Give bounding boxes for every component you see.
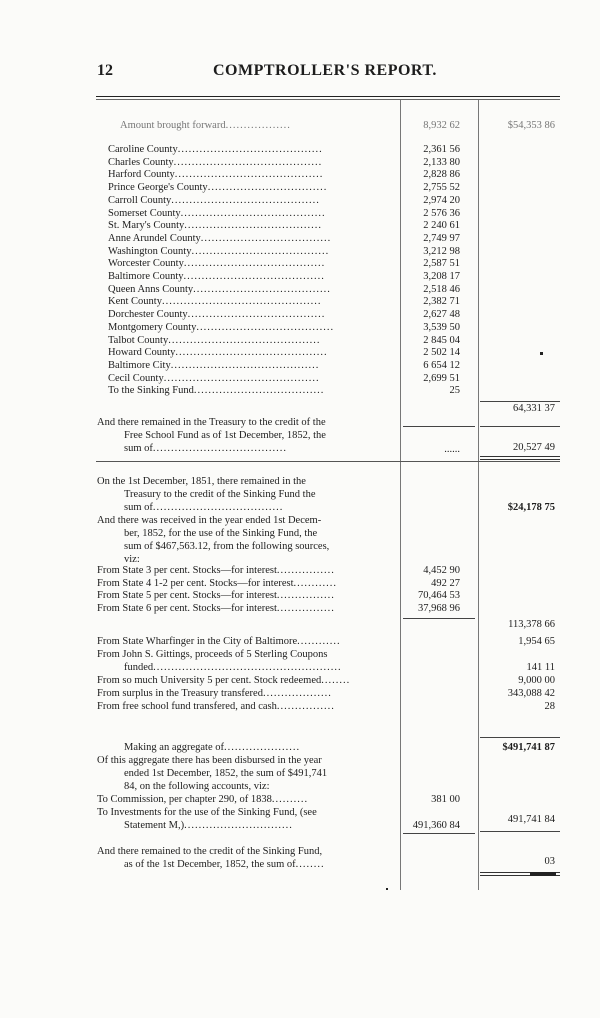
final-line-2: as of the 1st December, 1852, the sum of........ [124, 859, 325, 870]
county-row-label-text: Prince George's County [108, 182, 208, 194]
carried-forward-label: Amount brought forward.................. [120, 120, 291, 131]
receipt-row-label [97, 701, 335, 713]
county-row-label-text: Queen Anns County [108, 283, 194, 295]
received-line-3: sum of $467,563.12, from the following sources, [124, 541, 330, 552]
county-row-amount: 2,133 80 [423, 156, 460, 168]
county-row-amount: 2,828 86 [423, 169, 460, 181]
county-row-label [108, 296, 321, 308]
county-row-label [108, 322, 334, 334]
leader-dots: ......................................... [174, 169, 324, 181]
stray-mark-2 [386, 888, 388, 890]
received-line-2: ber, 1852, for the use of the Sinking Fund, the [124, 528, 318, 539]
county-row-label-text: Anne Arundel County [108, 232, 201, 244]
stray-mark [540, 352, 543, 355]
county-row-label [108, 157, 322, 169]
county-row-label [108, 233, 331, 245]
leader-dots: ........................................ [177, 144, 323, 155]
investments-line-2: Statement M,).............................. [124, 820, 293, 831]
stock-row-amount: 4,452 90 [423, 565, 460, 576]
county-row-amount: 6 654 12 [423, 359, 460, 371]
received-line-4: viz: [124, 554, 140, 565]
receipt-row-label-text: From John S. Gittings, proceeds of 5 Sterling Coupons [97, 649, 328, 660]
county-row-label [108, 182, 327, 194]
county-row-label-text: Washington County [108, 245, 192, 257]
county-row-label-text: Montgomery County [108, 321, 197, 333]
disbursed-rule [403, 833, 475, 834]
county-row-label [108, 335, 320, 347]
county-row-label [108, 284, 331, 296]
county-row-amount: 2,755 52 [423, 182, 460, 194]
final-line-1: And there remained to the credit of the Sinking Fund, [97, 846, 323, 857]
receipt-row-label [124, 662, 342, 674]
county-row-amount: 2,974 20 [423, 194, 460, 206]
remained-line-3: sum of..................................... [124, 443, 287, 454]
county-row-label-text: Charles County [108, 156, 174, 168]
leader-dots: ................ [276, 602, 335, 614]
county-row-amount: 3,539 50 [423, 321, 460, 333]
leader-dots: ......................................... [171, 194, 320, 206]
leader-dots: ......................................... [173, 156, 323, 168]
receipt-row-label [97, 649, 327, 661]
page-title: COMPTROLLER'S REPORT. [213, 62, 437, 79]
stock-row-label [97, 590, 335, 602]
county-row-label-text: Dorchester County [108, 309, 188, 321]
leader-dots: ........ [321, 675, 351, 686]
column-divider-2 [478, 100, 479, 890]
section-rule [96, 461, 560, 462]
leader-dots: ...................................... [193, 283, 331, 295]
stock-row-label-text: From State 6 per cent. Stocks—for interest [97, 602, 277, 614]
county-row-amount: 3,212 98 [423, 245, 460, 257]
county-row-amount: 2 240 61 [423, 220, 460, 232]
receipt-row-label-text: funded [124, 662, 154, 673]
stock-row-label-text: From State 4 1-2 per cent. Stocks—for interest [97, 577, 294, 589]
receipt-row-amount: 141 11 [526, 662, 555, 673]
sinking-amount: $24,178 75 [507, 502, 555, 513]
county-row-amount: 2,382 71 [423, 296, 460, 308]
header-rule-thin [96, 99, 560, 100]
stock-row-amount: 70,464 53 [418, 590, 460, 601]
county-row-label [108, 309, 325, 321]
leader-dots: ...................................... [191, 245, 330, 257]
investments-line-1: To Investments for the use of the Sinking Fund, (see [97, 807, 317, 818]
sinking-line-3: sum of.................................... [124, 502, 284, 513]
county-row-amount: 2,518 46 [423, 283, 460, 295]
county-row-amount: 2 845 04 [423, 334, 460, 346]
county-row-label [108, 208, 326, 220]
county-row-label-text: Worcester County [108, 258, 184, 270]
county-row-label-text: Carroll County [108, 194, 172, 206]
sinking-line-2: Treasury to the credit of the Sinking Fund the [124, 489, 316, 500]
county-row-label-text: Baltimore County [108, 271, 184, 282]
receipt-row-label-text: From surplus in the Treasury transfered [97, 688, 263, 699]
remained-amount: 20,527 49 [513, 442, 555, 453]
disbursed-total: 491,741 84 [507, 814, 555, 825]
remained-double-rule [480, 456, 560, 460]
county-row-label-text: Baltimore City [108, 359, 171, 371]
page-number: 12 [97, 62, 113, 79]
leader-dots: .................................... [200, 232, 332, 244]
sinking-line-1: On the 1st December, 1851, there remained in the [97, 476, 306, 487]
leader-dots: ................................. [207, 182, 328, 194]
county-row-amount: 25 [449, 385, 460, 397]
aggregate-amount: $491,741 87 [502, 742, 555, 753]
receipt-row-amount: 1,954 65 [518, 636, 555, 647]
county-row-label-text: Caroline County [108, 144, 178, 155]
stocks-rule [403, 618, 475, 619]
stock-row-amount: 492 27 [431, 577, 460, 589]
received-line-1: And there was received in the year ended 1st Decem- [97, 515, 322, 526]
county-row-amount: 2,699 51 [423, 372, 460, 384]
remained-rule-col1 [403, 426, 475, 427]
county-row-label [108, 258, 325, 270]
counties-rule [480, 401, 560, 402]
column-divider-1 [400, 100, 401, 890]
county-row-amount: 2,627 48 [423, 309, 460, 321]
remained-col1: ...... [444, 444, 460, 455]
remained-line-2: Free School Fund as of 1st December, 1852, the [124, 430, 326, 441]
county-row-label [108, 347, 328, 359]
leader-dots: ...................................... [187, 309, 326, 321]
leader-dots: ........................................ [180, 207, 326, 219]
disbursed-line-2: ended 1st December, 1852, the sum of $491,741 [124, 768, 328, 779]
ink-smudge [530, 872, 556, 876]
county-row-amount: 2,361 56 [423, 144, 460, 155]
leader-dots: ........................................... [163, 372, 320, 384]
final-amount: 03 [544, 856, 555, 867]
county-row-amount: 2,587 51 [423, 258, 460, 270]
county-row-amount: 2 502 14 [423, 347, 460, 359]
leader-dots: ................ [276, 701, 335, 712]
county-row-amount: 2,749 97 [423, 232, 460, 244]
stock-row-label [97, 565, 335, 577]
leader-dots: .......................................... [175, 347, 328, 359]
receipt-row-label-text: From State Wharfinger in the City of Baltimore [97, 636, 298, 647]
stocks-total: 113,378 66 [508, 619, 555, 630]
county-row-label [108, 360, 319, 372]
county-row-label [108, 385, 324, 397]
leader-dots: ...................................... [184, 220, 323, 232]
carried-forward-col1: 8,932 62 [423, 120, 460, 131]
stock-row-amount: 37,968 96 [418, 602, 460, 614]
investments-amount: 491,360 84 [412, 820, 460, 831]
county-row-label-text: Harford County [108, 169, 175, 181]
county-row-label [108, 195, 320, 207]
receipt-row-amount: 343,088 42 [507, 688, 555, 699]
county-row-label [108, 169, 323, 181]
receipt-row-amount: 28 [544, 701, 555, 712]
carried-forward-col2: $54,353 86 [507, 120, 555, 131]
receipt-row-label-text: From free school fund transfered, and cash [97, 701, 277, 712]
leader-dots: .................................................... [153, 662, 342, 673]
disbursed-total-rule [480, 831, 560, 832]
leader-dots: ...................................... [196, 321, 335, 333]
county-row-amount: 3,208 17 [423, 271, 460, 282]
county-row-amount: 2 576 36 [423, 207, 460, 219]
leader-dots: .......................................... [168, 334, 321, 346]
stock-row-label-text: From State 5 per cent. Stocks—for interest [97, 590, 277, 601]
leader-dots: ............ [293, 577, 338, 589]
stock-row-label [97, 603, 335, 615]
leader-dots: ....................................... [183, 258, 326, 270]
leader-dots: ................... [262, 688, 332, 699]
leader-dots: ......................................... [170, 359, 320, 371]
receipt-row-label [97, 688, 332, 700]
receipt-row-label [97, 636, 341, 648]
aggregate-label: Making an aggregate of..................... [124, 742, 301, 753]
county-row-label-text: Cecil County [108, 372, 164, 384]
leader-dots: ............ [297, 636, 341, 647]
county-row-label-text: Kent County [108, 296, 162, 308]
remained-rule-col2 [480, 426, 560, 427]
commission-amount: 381 00 [431, 794, 460, 805]
county-row-label-text: Talbot County [108, 334, 169, 346]
county-row-label-text: Howard County [108, 347, 176, 359]
disbursed-line-1: Of this aggregate there has been disbursed in the year [97, 755, 322, 766]
leader-dots: ....................................... [183, 271, 325, 282]
header-rule [96, 96, 560, 97]
leader-dots: ............................................ [161, 296, 322, 308]
disbursed-line-3: 84, on the following accounts, viz: [124, 781, 270, 792]
receipts-rule [480, 737, 560, 738]
receipt-row-amount: 9,000 00 [518, 675, 555, 686]
county-row-label [108, 246, 329, 258]
county-row-label-text: St. Mary's County [108, 220, 185, 232]
county-row-label [108, 271, 325, 283]
county-row-label [108, 373, 320, 385]
counties-total: 64,331 37 [513, 403, 555, 414]
stock-row-label-text: From State 3 per cent. Stocks—for interest [97, 565, 277, 576]
county-row-label [108, 144, 323, 156]
stock-row-label [97, 578, 337, 590]
county-row-label-text: To the Sinking Fund [108, 385, 194, 397]
leader-dots: .................................... [193, 385, 325, 397]
leader-dots: ................ [276, 590, 335, 601]
receipt-row-label-text: From so much University 5 per cent. Stock redeemed [97, 675, 322, 686]
commission-label: To Commission, per chapter 290, of 1838.......... [97, 794, 309, 805]
county-row-label [108, 220, 322, 232]
receipt-row-label [97, 675, 350, 687]
remained-line-1: And there remained in the Treasury to the credit of the [97, 417, 326, 428]
county-row-label-text: Somerset County [108, 207, 181, 219]
leader-dots: ................ [276, 565, 335, 576]
